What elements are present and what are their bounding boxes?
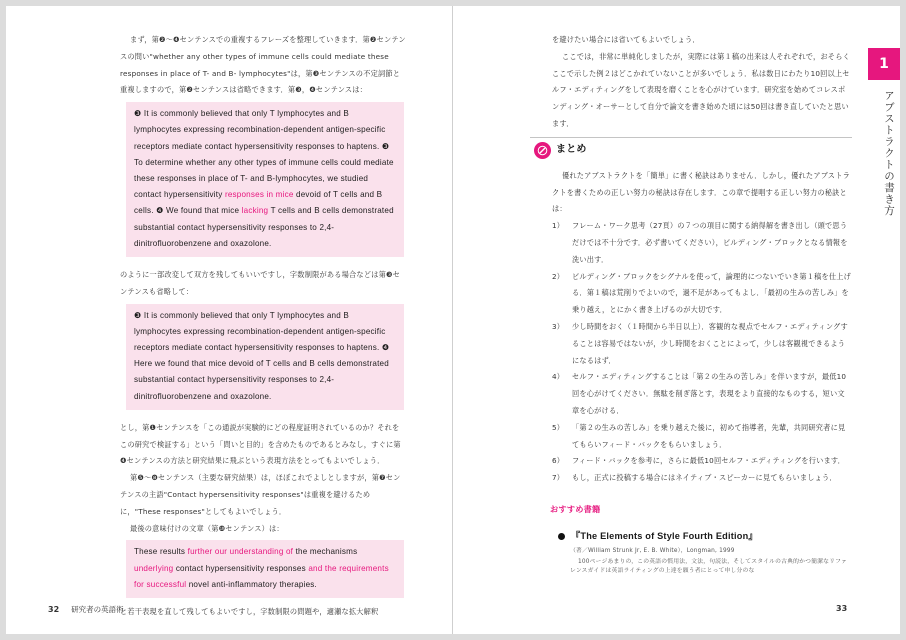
pencil-icon xyxy=(534,142,551,159)
list-text: セルフ・エディティングすることは「第２の生みの苦しみ」を伴いますが，最低10回を心がけてください．無駄を削ぎ落とす，表現をより直接的なものする，短い文章を心がける． xyxy=(572,372,847,415)
box3-part-c: the mechanisms xyxy=(295,547,358,557)
chapter-number-tab: 1 xyxy=(868,48,900,80)
box3-highlight-further: further our understanding of xyxy=(187,547,294,557)
book-description: 100ページあまりの，この英語の慣用法，文法，句読法，そしてスタイルの古典的かつ簡潔なリファレンスガイドは英語ライティングの上達を願う者にとって申し分のな xyxy=(570,558,847,574)
left-paragraph-2: のように一部改変して双方を残してもいいですし，字数制限がある場合などは第❸センテンスも省略して： xyxy=(120,270,400,296)
box1-sentence-4b: T cells and B cells demonstrated substantial contact hypersensitivity responses to 2,4-dinitrofluorobenzene and oxazolone. xyxy=(134,206,394,248)
list-item xyxy=(552,453,852,470)
chapter-title-vertical: アブストラクトの書き方 xyxy=(883,90,895,217)
example-box-2 xyxy=(126,304,404,410)
left-paragraph-4: 第❺～❽センテンス（主要な研究結果）は，ほぼこれでよしとしますが，第❼センテンスの主語"Contact hypersensitivity responses"は重複を避けるために，"These responses"としてもよいでしょう． xyxy=(120,473,401,516)
gutter-line xyxy=(452,6,453,634)
list-item xyxy=(552,319,852,369)
list-item xyxy=(552,369,852,419)
box1-sentence-3b: ❸ To determine whether any other types of immune cells could mediate these responses in place of T- and B-lymphocytes, we studied contact hypersensitivity xyxy=(134,141,394,200)
summary-section-title: まとめ xyxy=(556,144,587,156)
left-paragraph-6: と若干表現を直して残してもよいですし，字数制限の問題や，適瀬な拡大解釈 xyxy=(120,607,379,617)
list-number: 4） xyxy=(552,372,565,382)
box2-sentence-4: ❹ Here we found that mice devoid of T cells and B cells demonstrated substantial contact hypersensitivity responses to 2,4-dinitrofluorobenzene and oxazolone. xyxy=(134,343,390,401)
left-folio xyxy=(48,604,124,615)
list-text: フレーム・ワーク思考（27頁）の７つの項目に関する納得解を書き出し（頭で思うだけでは不十分です．必ず書いてください），ビルディング・ブロックとなる情報を洗い出す． xyxy=(572,221,848,264)
box3-highlight-underlying: underlying xyxy=(134,563,174,573)
summary-section-header xyxy=(530,137,852,164)
box3-part-g: novel anti-inflammatory therapies. xyxy=(188,579,317,589)
list-text: ビルディング・ブロックをシグナルを使って，論理的につないでいき第１稿を仕上げる．第１稿は荒削りでよいので，過不足があってもよし．「最初の生みの苦しみ」を乗り越え，とにかく書き上げるのが大切です． xyxy=(572,271,852,315)
box3-highlight-requirements: and the requirements for successful xyxy=(134,563,389,589)
list-item xyxy=(552,269,852,319)
book-title: 『The Elements of Style Fourth Edition』 xyxy=(571,530,758,541)
box1-highlight-lacking: lacking xyxy=(241,206,269,216)
list-item xyxy=(552,420,852,454)
right-paragraph-2: ここでは，非常に単純化しましたが，実際には第１稿の出来は人それぞれで，おそらくここで示した例２はどこかれていないことが多いでしょう．私は数日にわたり10回以上セルフ・エディティングをして表現を磨くことを心がけています．研究室を始めてコレスポンディング・オーサーとして自分で論文を書き始めた頃には50回は書き直していたと思います． xyxy=(552,51,850,128)
list-item xyxy=(552,470,852,487)
left-running-title: 研究者の英語術 xyxy=(71,605,124,614)
box1-highlight-responses: responses in mice xyxy=(224,190,294,200)
list-text: フィード・バックを参考に，さらに最低10回セルフ・エディティングを行います． xyxy=(572,456,846,466)
box3-part-e: contact hypersensitivity responses xyxy=(175,563,306,573)
box1-sentence-3c: devoid of T cells and B cells. xyxy=(134,190,383,216)
list-number: 3） xyxy=(552,321,565,331)
summary-list xyxy=(552,218,852,487)
left-page-number: 32 xyxy=(48,605,60,614)
list-number: 5） xyxy=(552,422,565,432)
box3-part-a: These results xyxy=(134,547,186,557)
list-text: 「第２の生みの苦しみ」を乗り越えた後に，初めて指導者，先輩，共同研究者に見てもらいフィード・バックをもらいましょう． xyxy=(572,422,846,449)
box2-sentence-3: ❸ It is commonly believed that only T lymphocytes and B lymphocytes expressing recombination-dependent antigen-specific receptors mediate contact hypersensitivity responses to haptens. xyxy=(134,310,386,353)
example-box-1 xyxy=(126,102,404,257)
list-number: 6） xyxy=(552,456,565,466)
bullet-icon xyxy=(558,533,565,540)
left-page-body xyxy=(120,32,406,621)
list-number: 7） xyxy=(552,473,565,483)
left-paragraph-1: まず，第❷～❹センテンスでの重複するフレーズを整理していきます．第❷センテンスの問い"whether any other types of immune cells could mediate these responses in place of T- and B- lymphocytes"は，第❸センテンスの不定詞節と重複しますので，第❷センテンスは省略できます．第❸，❹センテンスは： xyxy=(120,35,406,95)
list-item xyxy=(552,218,852,268)
recommended-books-heading: おすすめ書籍 xyxy=(550,503,601,514)
example-box-3 xyxy=(126,540,404,598)
list-text: 少し時間をおく（１時間から半日以上）．客観的な視点でセルフ・エディティングすることは容易ではないが，少し時間をおくことによって，少しは客観視できるようになるはず． xyxy=(572,321,848,365)
book-meta: （著／William Strunk Jr, E. B. White），Longman, 1999 xyxy=(570,547,735,554)
right-page-body xyxy=(552,32,852,576)
summary-intro: 優れたアブストラクトを「簡単」に書く秘訣はありません．しかし，優れたアブストラクトを書くための正しい努力の秘訣は存在します．この章で提唱する正しい努力の秘訣とは： xyxy=(552,170,850,214)
list-text: もし，正式に投稿する場合にはネイティブ・スピーカーに見てもらいましょう． xyxy=(572,473,837,483)
list-number: 1） xyxy=(552,221,565,231)
right-paragraph-1: を避けたい場合には省いてもよいでしょう． xyxy=(552,35,700,44)
right-page-number: 33 xyxy=(836,604,848,613)
book-title-row xyxy=(558,528,852,545)
list-number: 2） xyxy=(552,271,565,281)
left-paragraph-3: とし，第❶センテンスを「この通説が実験的にどの程度証明されているのか？それをこの研究で検証する」という「問いと目的」を含めたものであるとみなし，すぐに第❹センテンスの方法と研究結果に飛ぶという表現方法をとってもよいでしょう． xyxy=(120,422,401,466)
right-folio xyxy=(836,604,859,613)
box1-sentence-4a: ❹ We found that mice xyxy=(156,206,240,216)
left-paragraph-5: 最後の意味付けの文章（第❿センテンス）は： xyxy=(130,523,284,533)
box1-sentence-3a: ❸ It is commonly believed that only T lymphocytes and B lymphocytes expressing recombination-dependent antigen-specific receptors mediate contact hypersensitivity responses to haptens. xyxy=(134,109,386,151)
